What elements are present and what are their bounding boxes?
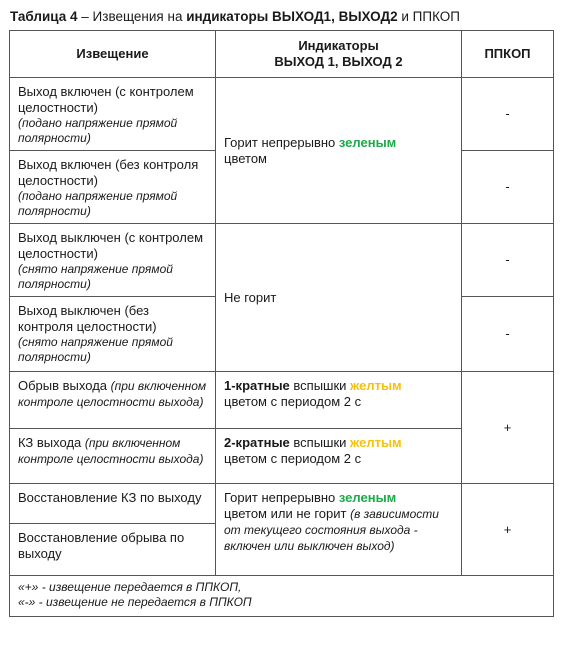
ppkop-cell: - (462, 78, 554, 151)
caption-dash: – (77, 9, 93, 24)
table-row (10, 484, 554, 524)
notification-note: (подано напряжение прямой полярности) (18, 189, 178, 218)
notification-text: Выход включен (без контроля целостности) (18, 157, 199, 188)
header-indicators (216, 31, 462, 78)
notification-cell (10, 429, 216, 484)
ppkop-cell: - (462, 224, 554, 297)
caption-text-1: Извещения на (92, 9, 187, 24)
ppkop-cell: - (462, 151, 554, 224)
notification-text: Обрыв выхода (18, 378, 108, 393)
indicator-text-after: цветом или не горит (224, 506, 351, 521)
notification-cell (10, 151, 216, 224)
indicator-cell-break (216, 372, 462, 429)
ppkop-cell: + (462, 484, 554, 576)
indicator-note: (в зависимости от текущего состояния выхода - включен или выключен выход) (224, 507, 439, 553)
table-header-row (10, 31, 554, 78)
indicator-cell-restore (216, 484, 462, 576)
indicator-bold: 1-кратные (224, 378, 290, 393)
notification-text: Выход выключен (с контролем целостности) (18, 230, 204, 261)
notification-cell (10, 524, 216, 576)
notification-cell (10, 224, 216, 297)
notification-text: Восстановление обрыва по выходу (18, 530, 185, 561)
footnote-line-1: «+» - извещение передается в ППКОП, (18, 580, 242, 594)
table-row (10, 224, 554, 297)
indicator-text-after: цветом (224, 150, 267, 166)
table-row (10, 78, 554, 151)
caption-bold: индикаторы ВЫХОД1, ВЫХОД2 (186, 9, 398, 24)
notification-cell (10, 297, 216, 372)
indicator-text: Не горит (224, 289, 277, 305)
notification-note: (подано напряжение прямой полярности) (18, 116, 178, 145)
notification-note: (снято напряжение прямой полярности) (18, 335, 173, 364)
indicator-text: Горит непрерывно (224, 134, 339, 150)
notifications-table (9, 30, 554, 617)
table-caption (10, 9, 460, 24)
indicator-text: Горит непрерывно (224, 490, 339, 505)
indicator-yellow-word: желтым (350, 378, 402, 393)
header-indicators-line-1: Индикаторы (298, 38, 379, 53)
notification-note: (при включенном контроле целостности выхода) (18, 379, 207, 409)
table-footnote (10, 576, 554, 617)
notification-cell (10, 78, 216, 151)
notification-cell (10, 372, 216, 429)
ppkop-cell: + (462, 372, 554, 484)
notification-note: (при включенном контроле целостности выхода) (18, 436, 204, 466)
indicator-text-after: цветом с периодом 2 с (224, 451, 362, 466)
notification-note: (снято напряжение прямой полярности) (18, 262, 173, 291)
table-row (10, 372, 554, 429)
footnote-line-2: «-» - извещение не передается в ППКОП (18, 595, 252, 609)
indicator-green-word: зеленым (338, 134, 397, 150)
notification-text: КЗ выхода (18, 435, 82, 450)
indicator-cell-off (216, 224, 462, 372)
header-indicators-line-2: ВЫХОД 1, ВЫХОД 2 (274, 54, 403, 69)
indicator-green-word: зеленым (338, 490, 397, 505)
notification-text: Восстановление КЗ по выходу (18, 490, 202, 505)
indicator-text-after: цветом с периодом 2 с (224, 394, 362, 409)
table-footer-row (10, 576, 554, 617)
notification-cell (10, 484, 216, 524)
caption-text-2: и ППКОП (397, 9, 461, 24)
ppkop-cell: - (462, 297, 554, 372)
indicator-text: вспышки (289, 435, 351, 450)
header-notification: Извещение (10, 31, 216, 78)
indicator-cell-short (216, 429, 462, 484)
notification-text: Выход включен (с контролем целостности) (18, 84, 194, 115)
notification-text: Выход выключен (без контроля целостности) (18, 303, 157, 334)
indicator-cell-on (216, 78, 462, 224)
indicator-bold: 2-кратные (224, 435, 290, 450)
indicator-yellow-word: желтым (350, 435, 402, 450)
header-ppkop: ППКОП (462, 31, 554, 78)
indicator-text: вспышки (289, 378, 351, 393)
table-number: Таблица 4 (10, 9, 78, 24)
